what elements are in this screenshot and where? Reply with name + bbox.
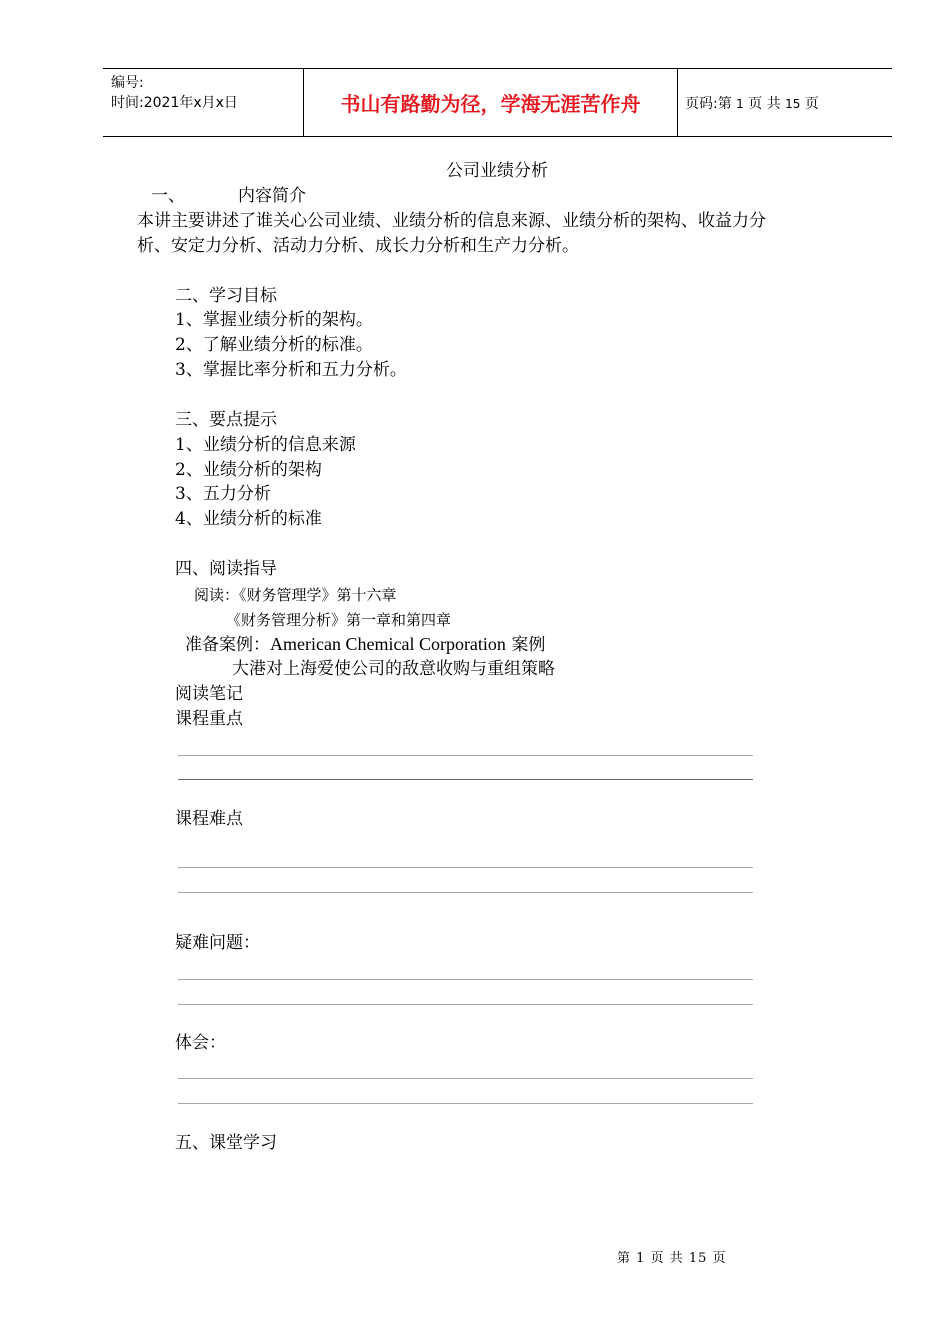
code-label: 编号: [111, 75, 144, 91]
section-5-title: 五、课堂学习 [175, 1133, 277, 1153]
page-prefix: 第 [717, 96, 732, 112]
intro-paragraph-line-2: 析、安定力分析、活动力分析、成长力分析和生产力分析。 [137, 236, 579, 256]
section-1-title: 内容简介 [238, 186, 306, 206]
goal-item: 1、掌握业绩分析的架构。 [175, 310, 373, 330]
header-motto: 书山有路勤为径，学海无涯苦作舟 [340, 92, 641, 116]
footer-mid: 页 共 [650, 1251, 684, 1266]
writing-line [178, 892, 753, 893]
section-2-title: 二、学习目标 [175, 286, 277, 306]
page-current: 1 [736, 97, 744, 111]
point-item: 1、业绩分析的信息来源 [175, 435, 356, 455]
time-line [111, 93, 238, 113]
reading-item: 阅读：《财务管理学》第十六章 [194, 586, 397, 604]
goal-item: 2、了解业绩分析的标准。 [175, 335, 373, 355]
writing-line [178, 1004, 753, 1005]
page-label: 页码: [685, 96, 718, 112]
header-divider [677, 69, 678, 136]
footer-prefix: 第 [617, 1251, 632, 1266]
document-title: 公司业绩分析 [446, 161, 548, 181]
reading-item: 《财务管理分析》第一章和第四章 [226, 611, 452, 629]
section-1-number: 一、 [151, 186, 185, 206]
page-total: 15 [785, 97, 801, 111]
footer-total: 15 [688, 1251, 708, 1266]
section-3-title: 三、要点提示 [175, 410, 277, 430]
page-mid: 页 共 [748, 96, 781, 112]
case-1-suffix: 案例 [511, 635, 546, 655]
header-page-info [685, 93, 819, 113]
writing-line [178, 1103, 753, 1104]
footer-suffix: 页 [712, 1251, 727, 1266]
case-2: 大港对上海爱使公司的敌意收购与重组策略 [232, 659, 555, 679]
point-item: 2、业绩分析的架构 [175, 460, 322, 480]
page-footer [617, 1247, 727, 1266]
page-header [103, 68, 892, 137]
point-item: 3、五力分析 [175, 484, 271, 504]
header-meta [111, 73, 238, 113]
goal-item: 3、掌握比率分析和五力分析。 [175, 360, 407, 380]
section-4-title: 四、阅读指导 [175, 559, 277, 579]
page-suffix: 页 [804, 96, 819, 112]
key-points-label: 课程重点 [175, 709, 243, 729]
writing-line [178, 867, 753, 868]
intro-paragraph-line-1: 本讲主要讲述了谁关心公司业绩、业绩分析的信息来源、业绩分析的架构、收益力分 [137, 211, 766, 231]
case-1-name: American Chemical Corporation [270, 634, 506, 654]
writing-line [178, 1078, 753, 1079]
time-value: 2021年x月x日 [143, 95, 238, 111]
writing-line [178, 779, 753, 780]
footer-current: 1 [636, 1251, 646, 1266]
time-label: 时间: [111, 95, 144, 111]
reflection-label: 体会： [175, 1033, 226, 1053]
point-item: 4、业绩分析的标准 [175, 509, 322, 529]
questions-label: 疑难问题： [175, 933, 260, 953]
writing-line [178, 979, 753, 980]
notes-title: 阅读笔记 [175, 684, 243, 704]
difficult-points-label: 课程难点 [175, 809, 243, 829]
case-line [185, 633, 545, 656]
case-label: 准备案例： [185, 635, 270, 655]
writing-line [178, 755, 753, 756]
